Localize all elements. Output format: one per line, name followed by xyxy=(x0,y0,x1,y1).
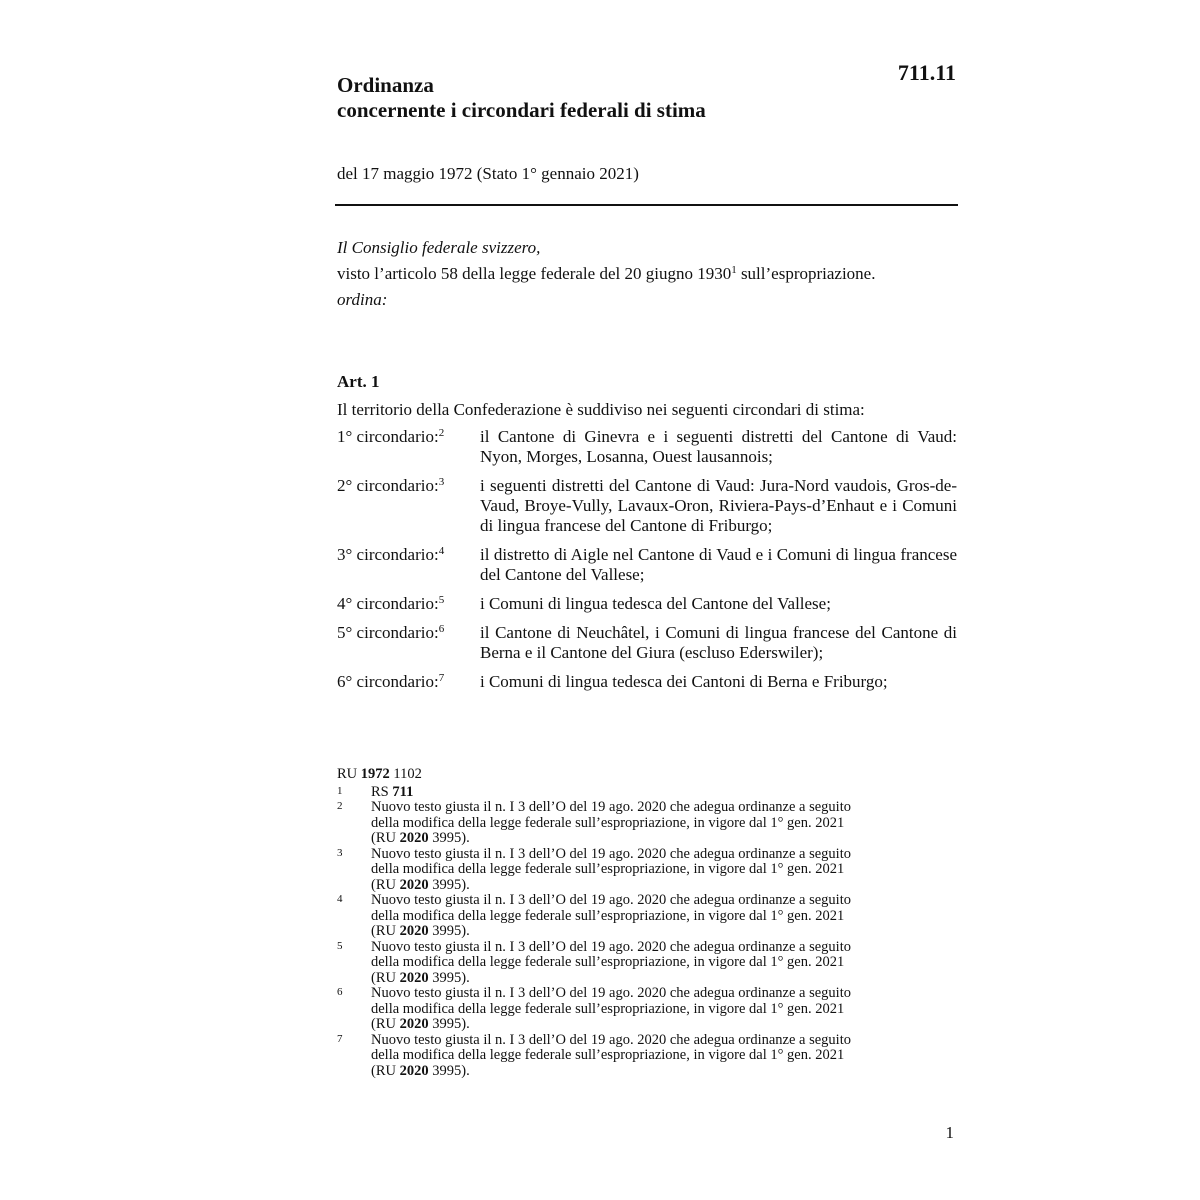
footnote-line: (RU 2020 3995). xyxy=(371,830,470,846)
footnote-line: Nuovo testo giusta il n. I 3 dell’O del 19 ago. 2020 che adegua ordinanze a seguito xyxy=(371,1031,851,1048)
footnote-ref[interactable]: 7 xyxy=(438,672,445,684)
preamble-basis-text: visto l’articolo 58 della legge federale del 20 giugno 1930 xyxy=(337,264,732,283)
footnote-line: (RU 2020 3995). xyxy=(371,969,470,986)
footnote-1 xyxy=(337,785,917,801)
footnote-line: (RU 2020 3995). xyxy=(371,1062,470,1079)
footnote-line: della modifica della legge federale sull’espropriazione, in vigore dal 1° gen. 2021 xyxy=(371,814,845,831)
page-number: 1 xyxy=(945,1123,954,1142)
ru-year: 1972 xyxy=(360,766,390,782)
footnote-line: (RU 2020 3995). xyxy=(371,876,470,893)
district-label xyxy=(337,623,480,663)
list-item xyxy=(337,672,957,692)
district-text: i Comuni di lingua tedesca dei Cantoni di Berna e Friburgo; xyxy=(480,672,888,691)
footnote-ref[interactable]: 6 xyxy=(438,623,445,635)
footnote-text xyxy=(371,986,917,1033)
preamble-enact: ordina: xyxy=(337,290,388,309)
footnote-number: 3 xyxy=(337,846,343,859)
ru-reference xyxy=(337,767,917,783)
footnote-line: della modifica della legge federale sull’espropriazione, in vigore dal 1° gen. 2021 xyxy=(371,1000,845,1017)
footnote-line: Nuovo testo giusta il n. I 3 dell’O del 19 ago. 2020 che adegua ordinanze a seguito xyxy=(371,845,851,862)
footnote-text xyxy=(371,1033,917,1080)
footnote-ref[interactable]: 2 xyxy=(438,427,445,439)
footnote-4 xyxy=(337,893,917,940)
list-item xyxy=(337,476,957,536)
district-text: il Cantone di Ginevra e i seguenti distretti del Cantone di Vaud: Nyon, Morges, Losanna, Ouest lausannois; xyxy=(480,427,957,466)
preamble-basis-tail: sull’espropriazione. xyxy=(736,264,876,283)
footnote-line: della modifica della legge federale sull’espropriazione, in vigore dal 1° gen. 2021 xyxy=(371,954,845,970)
district-label-text: 6° circondario: xyxy=(337,672,439,691)
footnote-number: 4 xyxy=(337,893,343,905)
district-label xyxy=(337,594,480,614)
footnote-line: della modifica della legge federale sull’espropriazione, in vigore dal 1° gen. 2021 xyxy=(371,861,845,877)
district-label xyxy=(337,672,480,692)
title-line-2: concernente i circondari federali di stima xyxy=(337,98,706,122)
preamble xyxy=(337,235,957,313)
footnote-5 xyxy=(337,940,917,987)
district-label-text: 5° circondario: xyxy=(337,623,439,642)
article-title: Art. 1 xyxy=(337,372,380,391)
footnote-text xyxy=(371,940,917,987)
footnote-number: 6 xyxy=(337,986,343,998)
footnote-ref[interactable]: 5 xyxy=(438,594,445,606)
footnote-ref[interactable]: 3 xyxy=(438,476,445,488)
ru-page: 1102 xyxy=(393,766,422,782)
district-text: i Comuni di lingua tedesca del Cantone del Vallese; xyxy=(480,594,831,613)
footnote-3 xyxy=(337,847,917,894)
footnote-ref-1[interactable]: 1 xyxy=(731,264,737,276)
sr-number: 711.11 xyxy=(897,60,956,85)
district-label-text: 4° circondario: xyxy=(337,594,439,613)
footnote-line: della modifica della legge federale sull’espropriazione, in vigore dal 1° gen. 2021 xyxy=(371,907,845,924)
footnote-number: 5 xyxy=(337,939,343,952)
ru-prefix: RU xyxy=(337,766,358,782)
footnote-ref[interactable]: 4 xyxy=(438,545,445,557)
footnote-text xyxy=(371,785,917,801)
footnote-text xyxy=(371,847,917,894)
list-item xyxy=(337,594,957,614)
document-date: del 17 maggio 1972 (Stato 1° gennaio 2021) xyxy=(337,164,639,183)
list-item xyxy=(337,427,957,467)
district-text: il distretto di Aigle nel Cantone di Vaud e i Comuni di lingua francese del Cantone del Vallese; xyxy=(480,545,957,584)
list-item xyxy=(337,623,957,663)
district-label-text: 2° circondario: xyxy=(337,476,439,495)
footnote-line: della modifica della legge federale sull’espropriazione, in vigore dal 1° gen. 2021 xyxy=(371,1047,845,1063)
footnote-7 xyxy=(337,1033,917,1080)
footnote-ref-number: 711 xyxy=(392,783,414,800)
footnote-line: Nuovo testo giusta il n. I 3 dell’O del 19 ago. 2020 che adegua ordinanze a seguito xyxy=(371,799,851,815)
article-intro: Il territorio della Confederazione è suddiviso nei seguenti circondari di stima: xyxy=(337,400,865,419)
district-label-text: 3° circondario: xyxy=(337,545,439,564)
footnote-2 xyxy=(337,800,917,847)
district-label-text: 1° circondario: xyxy=(337,427,439,446)
footnote-number: 2 xyxy=(337,800,343,812)
preamble-authority: Il Consiglio federale svizzero, xyxy=(337,238,541,257)
district-text: i seguenti distretti del Cantone di Vaud: Jura-Nord vaudois, Gros-de-Vaud, Broye-Vully, Lavaux-Oron, Riviera-Pays-d’Enhaut e i Comuni di lingua francese del Cantone di Friburgo; xyxy=(480,476,957,535)
footnote-prefix: RS xyxy=(371,783,389,800)
footnote-6 xyxy=(337,986,917,1033)
header-divider xyxy=(335,204,958,206)
footnote-line: Nuovo testo giusta il n. I 3 dell’O del 19 ago. 2020 che adegua ordinanze a seguito xyxy=(371,985,851,1001)
district-label xyxy=(337,427,480,467)
footnote-line: (RU 2020 3995). xyxy=(371,923,470,939)
district-label xyxy=(337,545,480,585)
footnote-number: 7 xyxy=(337,1032,343,1045)
footnote-line: (RU 2020 3995). xyxy=(371,1016,470,1032)
footnote-line: Nuovo testo giusta il n. I 3 dell’O del 19 ago. 2020 che adegua ordinanze a seguito xyxy=(371,938,851,955)
footnote-text xyxy=(371,893,917,940)
document-title xyxy=(337,73,857,123)
preamble-basis xyxy=(337,261,957,287)
footnote-number: 1 xyxy=(337,784,343,797)
title-line-1: Ordinanza xyxy=(337,73,434,97)
article-1 xyxy=(337,370,957,701)
list-item xyxy=(337,545,957,585)
footnotes xyxy=(337,767,917,1079)
district-list xyxy=(337,427,957,692)
district-label xyxy=(337,476,480,536)
district-text: il Cantone di Neuchâtel, i Comuni di lingua francese del Cantone di Berna e il Cantone del Giura (escluso Ederswiler); xyxy=(480,623,957,662)
footnote-text xyxy=(371,800,917,847)
footnote-line: Nuovo testo giusta il n. I 3 dell’O del 19 ago. 2020 che adegua ordinanze a seguito xyxy=(371,892,851,908)
